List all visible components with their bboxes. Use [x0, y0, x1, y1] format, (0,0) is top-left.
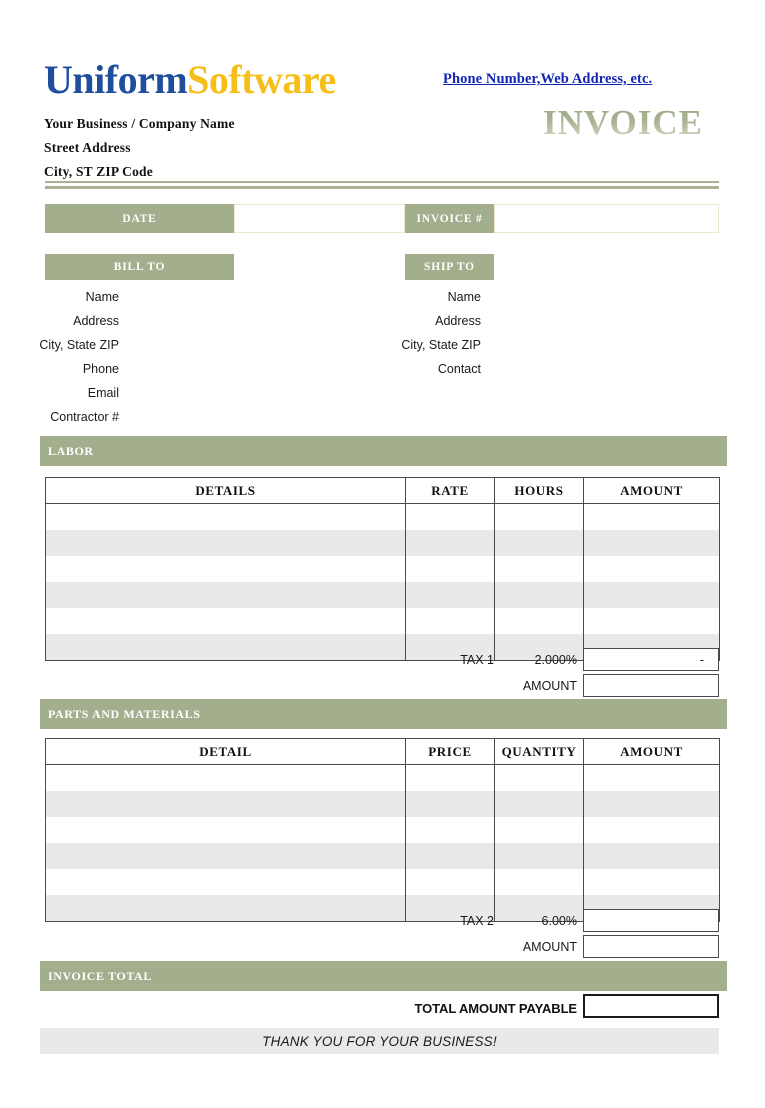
labor-amount-value[interactable]: [583, 674, 719, 697]
table-row[interactable]: [46, 843, 720, 869]
brand-logo-part-uniform: Uniform: [44, 57, 188, 102]
labor-cell-details[interactable]: [46, 504, 406, 531]
labor-cell-rate[interactable]: [406, 530, 495, 556]
parts-tax-label: TAX 2: [460, 914, 494, 928]
labor-col-hours: HOURS: [495, 478, 584, 504]
invoice-total-header: INVOICE TOTAL: [40, 961, 727, 991]
labor-cell-details[interactable]: [46, 530, 406, 556]
date-label: DATE: [45, 204, 234, 233]
ship-to-field-city: City, State ZIP: [401, 338, 481, 352]
date-input[interactable]: [234, 204, 405, 233]
labor-col-rate: RATE: [406, 478, 495, 504]
company-city-state-zip: City, ST ZIP Code: [44, 164, 153, 179]
parts-cell-detail[interactable]: [46, 843, 406, 869]
brand-logo-part-software: Software: [187, 57, 336, 102]
table-row[interactable]: [46, 582, 720, 608]
table-row[interactable]: [46, 765, 720, 792]
labor-table-header-row: [46, 478, 720, 504]
table-row[interactable]: [46, 530, 720, 556]
parts-cell-quantity[interactable]: [495, 765, 584, 792]
parts-cell-detail[interactable]: [46, 895, 406, 922]
table-row[interactable]: [46, 504, 720, 531]
labor-cell-hours[interactable]: [495, 504, 584, 531]
table-row[interactable]: [46, 608, 720, 634]
parts-cell-quantity[interactable]: [495, 817, 584, 843]
labor-tax-rate[interactable]: 2.000%: [534, 653, 577, 667]
labor-cell-hours[interactable]: [495, 582, 584, 608]
parts-col-price: PRICE: [406, 739, 495, 765]
table-row[interactable]: [46, 869, 720, 895]
labor-cell-amount[interactable]: [584, 582, 720, 608]
invoice-number-label: INVOICE #: [405, 204, 494, 233]
bill-to-field-city: City, State ZIP: [39, 338, 119, 352]
labor-cell-hours[interactable]: [495, 530, 584, 556]
parts-amount-label: AMOUNT: [522, 940, 577, 954]
header-divider-top: [45, 181, 719, 183]
parts-cell-price[interactable]: [406, 843, 495, 869]
labor-table: [45, 477, 720, 661]
company-contact-line[interactable]: Phone Number,Web Address, etc.: [443, 71, 653, 87]
parts-cell-amount[interactable]: [584, 843, 720, 869]
table-row[interactable]: [46, 556, 720, 582]
labor-cell-rate[interactable]: [406, 504, 495, 531]
parts-cell-detail[interactable]: [46, 869, 406, 895]
bill-to-field-address: Address: [73, 314, 119, 328]
labor-cell-details[interactable]: [46, 582, 406, 608]
bill-to-field-name: Name: [85, 290, 119, 304]
parts-tax-rate[interactable]: 6.00%: [541, 914, 577, 928]
labor-col-amount: AMOUNT: [584, 478, 720, 504]
parts-cell-quantity[interactable]: [495, 791, 584, 817]
labor-cell-details[interactable]: [46, 608, 406, 634]
ship-to-field-address: Address: [435, 314, 481, 328]
invoice-number-input[interactable]: [494, 204, 719, 233]
brand-logo: [44, 58, 336, 102]
labor-col-details: DETAILS: [46, 478, 406, 504]
parts-section-header: PARTS AND MATERIALS: [40, 699, 727, 729]
parts-cell-detail[interactable]: [46, 817, 406, 843]
labor-cell-hours[interactable]: [495, 556, 584, 582]
parts-tax-amount[interactable]: [583, 909, 719, 932]
bill-to-field-phone: Phone: [82, 362, 119, 376]
parts-col-quantity: QUANTITY: [495, 739, 584, 765]
total-amount-payable-value[interactable]: [583, 994, 719, 1018]
parts-cell-amount[interactable]: [584, 869, 720, 895]
bill-to-header: BILL TO: [45, 254, 234, 280]
parts-cell-amount[interactable]: [584, 791, 720, 817]
labor-cell-details[interactable]: [46, 634, 406, 661]
ship-to-header: SHIP TO: [405, 254, 494, 280]
labor-cell-rate[interactable]: [406, 556, 495, 582]
labor-cell-amount[interactable]: [584, 556, 720, 582]
labor-tax-amount[interactable]: -: [583, 648, 719, 671]
parts-cell-price[interactable]: [406, 817, 495, 843]
parts-cell-quantity[interactable]: [495, 869, 584, 895]
company-address-block: [44, 112, 424, 184]
labor-cell-amount[interactable]: [584, 530, 720, 556]
parts-cell-detail[interactable]: [46, 765, 406, 792]
company-name: Your Business / Company Name: [44, 116, 235, 131]
parts-table-header-row: [46, 739, 720, 765]
labor-cell-amount[interactable]: [584, 608, 720, 634]
parts-cell-price[interactable]: [406, 765, 495, 792]
parts-col-amount: AMOUNT: [584, 739, 720, 765]
labor-cell-rate[interactable]: [406, 582, 495, 608]
table-row[interactable]: [46, 817, 720, 843]
labor-section-header: LABOR: [40, 436, 727, 466]
table-row[interactable]: [46, 791, 720, 817]
parts-col-detail: DETAIL: [46, 739, 406, 765]
parts-amount-value[interactable]: [583, 935, 719, 958]
bill-to-field-contractor: Contractor #: [50, 410, 119, 424]
parts-cell-amount[interactable]: [584, 817, 720, 843]
parts-cell-price[interactable]: [406, 791, 495, 817]
thank-you-footer: THANK YOU FOR YOUR BUSINESS!: [40, 1028, 719, 1054]
header-divider-bottom: [45, 186, 719, 189]
labor-cell-hours[interactable]: [495, 608, 584, 634]
parts-cell-price[interactable]: [406, 869, 495, 895]
parts-cell-detail[interactable]: [46, 791, 406, 817]
document-title: INVOICE: [543, 103, 703, 142]
labor-cell-amount[interactable]: [584, 504, 720, 531]
labor-cell-rate[interactable]: [406, 608, 495, 634]
parts-cell-quantity[interactable]: [495, 843, 584, 869]
company-street: Street Address: [44, 140, 131, 155]
parts-cell-amount[interactable]: [584, 765, 720, 792]
bill-to-field-email: Email: [87, 386, 119, 400]
ship-to-field-name: Name: [447, 290, 481, 304]
ship-to-field-contact: Contact: [437, 362, 481, 376]
labor-cell-details[interactable]: [46, 556, 406, 582]
labor-amount-label: AMOUNT: [522, 679, 577, 693]
total-amount-payable-label: TOTAL AMOUNT PAYABLE: [414, 1001, 577, 1016]
labor-tax-label: TAX 1: [460, 653, 494, 667]
parts-table: [45, 738, 720, 922]
